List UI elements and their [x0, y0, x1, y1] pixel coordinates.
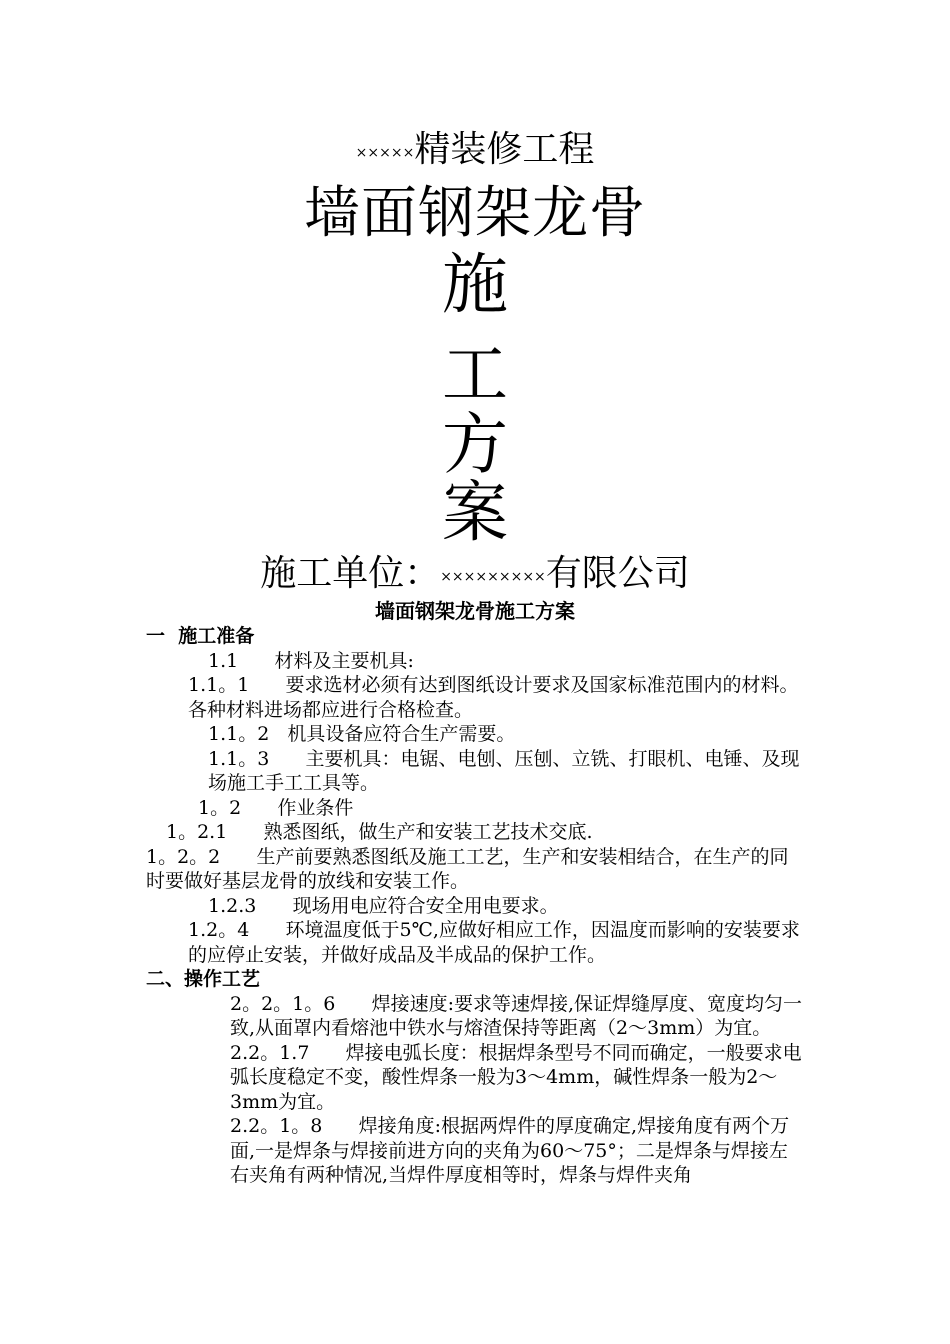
paragraph-1-1-1: 1.1。1 要求选材必须有达到图纸设计要求及国家标准范围内的材料。各种材料进场都应进行合格检查。: [188, 674, 799, 721]
project-name-text: 精装修工程: [414, 129, 595, 170]
paragraph-1-1-3: 1.1。3 主要机具：电锯、电刨、压刨、立铣、打眼机、电锤、及现场施工手工工具等。: [208, 747, 800, 794]
paragraph-2-2-1-8: 2.2。1。8 焊接角度:根据两焊件的厚度确定,焊接角度有两个万面,一是焊条与焊接前进方向的夹角为60～75°；二是焊条与焊接左右夹角有两种情况,当焊件厚度相等时，焊条与焊件夹角: [230, 1115, 790, 1186]
company-marks: ×××××××××: [440, 569, 546, 585]
section-heading-operation: 二、操作工艺: [146, 968, 261, 990]
cover-vertical-char-4: 案: [442, 474, 508, 551]
company-prefix: 施工单位：: [260, 553, 441, 594]
cover-title: 墙面钢架龙骨: [304, 181, 646, 246]
paragraph-1-2-3: 1.2.3 现场用电应符合安全用电要求。: [208, 894, 559, 917]
company-suffix: 有限公司: [545, 553, 690, 594]
paragraph-1-2: 1。2 作业条件: [198, 796, 354, 819]
construction-company: [0, 553, 950, 594]
paragraph-1-2-1: 1。2.1 熟悉图纸，做生产和安装工艺技术交底.: [166, 821, 593, 843]
paragraph-2-2-1-6: 2。2。1。6 焊接速度:要求等速焊接,保证焊缝厚度、宽度均匀一致,从面罩内看熔池中铁水与熔渣保持等距离（2～3mm）为宜。: [230, 992, 803, 1039]
cover-vertical-char-3: 方: [442, 406, 508, 483]
cover-vertical-char-1: 施: [442, 246, 508, 323]
paragraph-1-2-4: 1.2。4 环境温度低于5℃,应做好相应工作，因温度而影响的安装要求的应停止安装，并做好成品及半成品的保护工作。: [188, 919, 800, 966]
document-title: 墙面钢架龙骨施工方案: [375, 599, 575, 623]
document-body: [146, 624, 806, 1188]
paragraph-1-1-2: 1.1。2 机具设备应符合生产需要。: [208, 723, 516, 745]
paragraph-2-2-1-7: 2.2。1.7 焊接电弧长度：根据焊条型号不同而确定，一般要求电弧长度稳定不变，酸性焊条一般为3～4mm，碱性焊条一般为2～3mm为宜。: [230, 1041, 802, 1113]
project-name-marks: ×××××: [355, 145, 415, 161]
section-heading-preparation: 一 施工准备: [146, 625, 255, 647]
paragraph-1-1: 1.1 材料及主要机具:: [208, 649, 414, 672]
cover-vertical-char-2: 工: [442, 336, 508, 413]
project-name: [0, 129, 950, 170]
paragraph-1-2-2: 1。2。2 生产前要熟悉图纸及施工工艺，生产和安装相结合，在生产的同时要做好基层龙骨的放线和安装工作。: [146, 845, 789, 892]
